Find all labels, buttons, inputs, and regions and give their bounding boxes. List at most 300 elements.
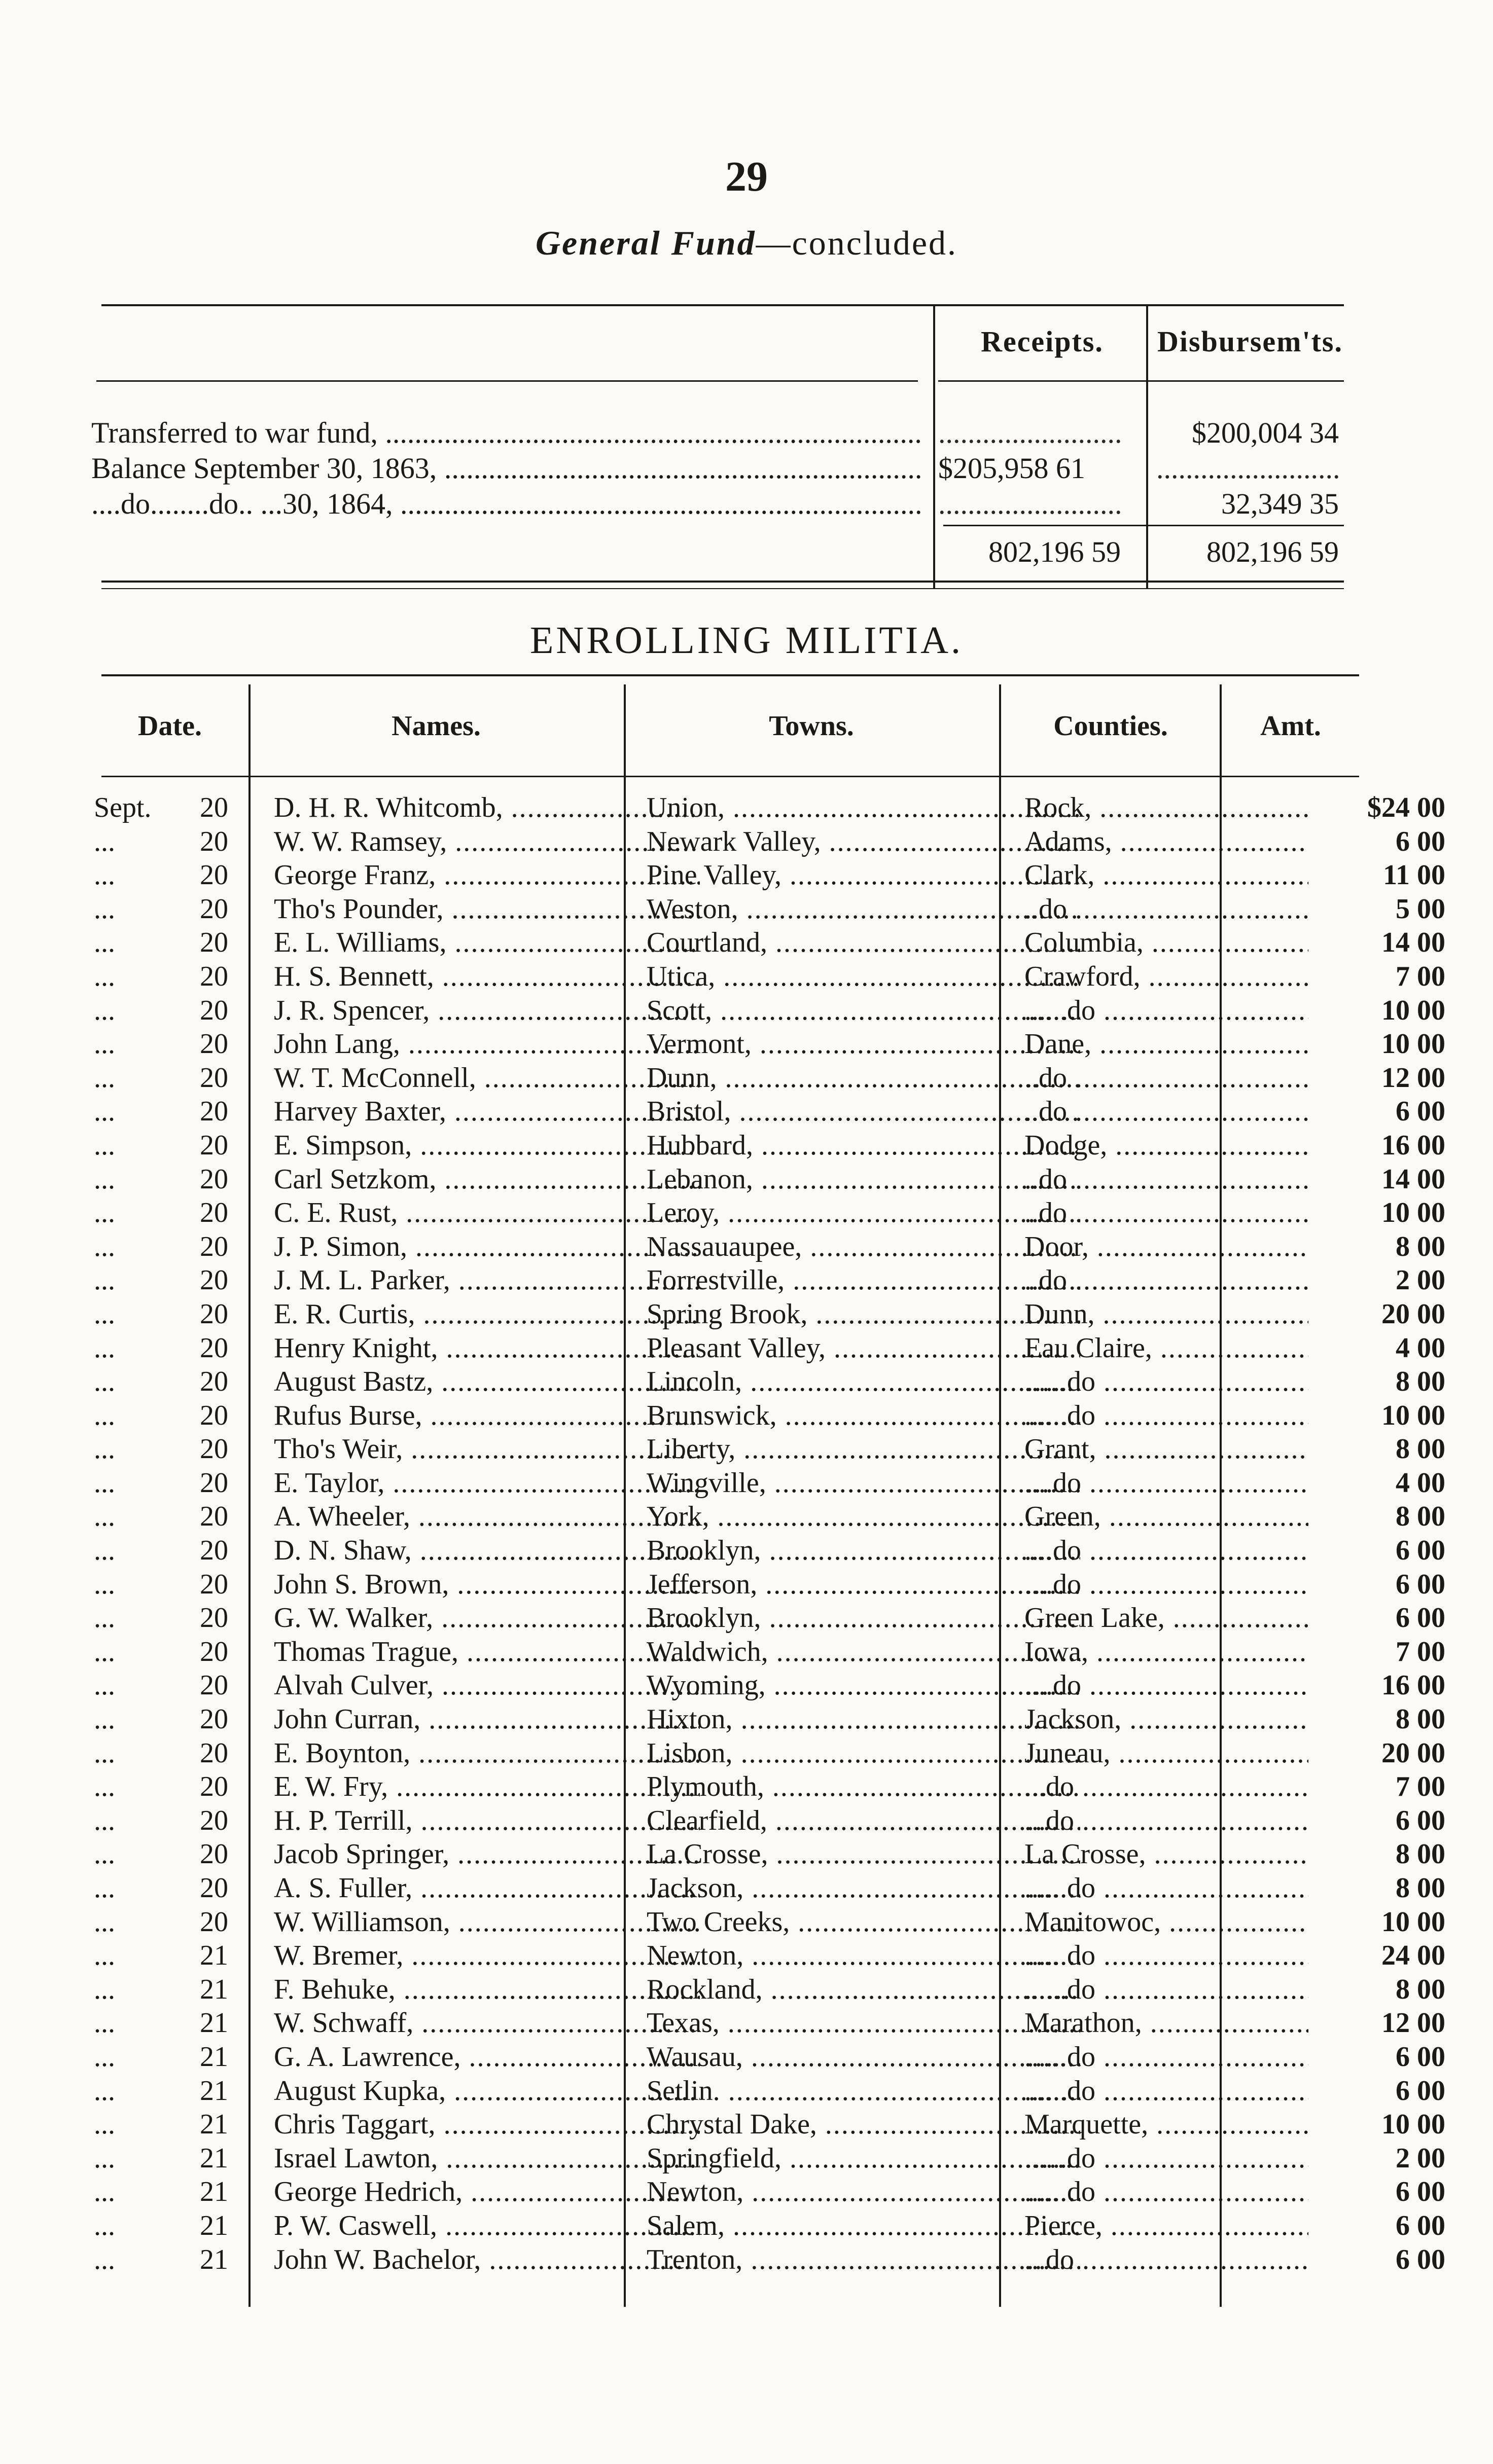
page-number: 29 (725, 153, 768, 200)
date-month: ... (94, 1298, 115, 1330)
county-cell: ...do ..... (1024, 1770, 1308, 1803)
county-cell: ....do ..... (1024, 1466, 1308, 1500)
amount-cell: 16 00 (1381, 1129, 1445, 1161)
date-day: 20 (200, 1501, 228, 1533)
county-cell: ......do ..... (1024, 1973, 1308, 2006)
date-day: 20 (200, 1264, 228, 1296)
town-cell: Scott, ..... (647, 994, 1080, 1027)
county-cell: Pierce, ..... (1024, 2209, 1308, 2242)
row-receipts (938, 487, 1121, 521)
town-cell: Union, ..... (647, 791, 1080, 824)
name-cell: August Kupka, ..... (274, 2074, 700, 2108)
date-day: 20 (200, 1230, 228, 1262)
header-rule (96, 380, 918, 382)
town-cell: Nassauaupee, ..... (647, 1230, 1080, 1263)
table-row (91, 1027, 1445, 1061)
name-cell: Alvah Culver, ..... (274, 1669, 700, 1702)
town-cell: Courtland, ..... (647, 926, 1080, 959)
table-row (91, 1804, 1445, 1838)
date-month: ... (94, 1838, 115, 1870)
name-cell: W. Williamson, ..... (274, 1905, 700, 1939)
table-row (91, 1230, 1445, 1264)
name-cell: Chris Taggart, ..... (274, 2108, 700, 2141)
county-cell: Jackson, ..... (1024, 1702, 1308, 1736)
date-month: ... (94, 2243, 115, 2275)
date-month: ... (94, 1771, 115, 1803)
amount-cell: 6 00 (1396, 1096, 1445, 1128)
table-row (91, 1061, 1445, 1095)
town-cell: Newton, ..... (647, 2175, 1080, 2208)
name-cell: Carl Setzkom, ..... (274, 1163, 700, 1196)
date-month: ... (94, 2176, 115, 2208)
date-day: 20 (200, 1737, 228, 1769)
date-day: 20 (200, 1096, 228, 1128)
town-cell: Hubbard, ..... (647, 1129, 1080, 1162)
name-cell: W. T. McConnell, ..... (274, 1061, 700, 1095)
name-cell: John Lang, ..... (274, 1027, 700, 1061)
table-row (91, 926, 1445, 960)
date-month: ... (94, 1467, 115, 1499)
county-cell: ......do ..... (1024, 994, 1308, 1027)
town-cell: Wingville, ..... (647, 1466, 1080, 1500)
row-description: Balance September 30, 1863, ..... (91, 451, 923, 485)
name-cell: W. W. Ramsey, ..... (274, 825, 700, 858)
amount-cell: 7 00 (1396, 1636, 1445, 1668)
name-cell: August Bastz, ..... (274, 1365, 700, 1398)
amount-cell: 6 00 (1396, 1804, 1445, 1836)
amount-cell: 6 00 (1396, 2176, 1445, 2208)
table-row (91, 960, 1445, 994)
town-cell: Waldwich, ..... (647, 1635, 1080, 1669)
table-row (91, 1196, 1445, 1230)
name-cell: Tho's Weir, ..... (274, 1432, 700, 1466)
date-day: 20 (200, 825, 228, 857)
table-row (91, 2108, 1445, 2142)
county-cell: Dunn, ..... (1024, 1297, 1308, 1331)
date-day: 20 (200, 1568, 228, 1600)
date-day: 20 (200, 792, 228, 823)
county-cell: Manitowoc, ..... (1024, 1905, 1308, 1939)
names-header: Names. (392, 710, 481, 742)
town-cell: Newton, ..... (647, 1939, 1080, 1972)
amount-cell: 6 00 (1396, 825, 1445, 857)
county-cell: Rock, ..... (1024, 791, 1308, 824)
date-month: ... (94, 1973, 115, 2005)
table-row (91, 1399, 1445, 1433)
date-month: ... (94, 2109, 115, 2141)
date-day: 20 (200, 1163, 228, 1195)
date-day: 21 (200, 2243, 228, 2275)
table-row (91, 1837, 1445, 1871)
amount-cell: 8 00 (1396, 1973, 1445, 2005)
date-month: ... (94, 893, 115, 925)
table-top-rule (101, 674, 1359, 676)
row-disbursements (1156, 451, 1339, 485)
table-row (91, 1568, 1445, 1602)
amount-cell: 10 00 (1381, 1906, 1445, 1938)
town-cell: Plymouth, ..... (647, 1770, 1080, 1803)
name-cell: John W. Bachelor, ..... (274, 2243, 700, 2276)
date-month: ... (94, 1906, 115, 1938)
county-cell: Green, ..... (1024, 1500, 1308, 1533)
date-day: 20 (200, 1433, 228, 1465)
date-month: ... (94, 1636, 115, 1668)
table-row (91, 1129, 1445, 1163)
table-row (91, 2175, 1445, 2209)
column-divider (1146, 304, 1148, 588)
name-cell: John S. Brown, ..... (274, 1568, 700, 1601)
town-cell: Clearfield, ..... (647, 1804, 1080, 1837)
county-cell: Juneau, ..... (1024, 1736, 1308, 1770)
county-cell: Adams, ..... (1024, 825, 1308, 858)
county-cell: ......do ..... (1024, 1365, 1308, 1398)
amount-cell: 4 00 (1396, 1467, 1445, 1499)
name-cell: Tho's Pounder, ..... (274, 892, 700, 926)
amount-cell: 6 00 (1396, 2209, 1445, 2241)
date-month: ... (94, 1366, 115, 1398)
table-row (91, 825, 1445, 859)
town-cell: Springfield, ..... (647, 2142, 1080, 2175)
town-cell: Pine Valley, ..... (647, 858, 1080, 892)
table-row (91, 2006, 1445, 2040)
table-row (91, 892, 1445, 926)
amount-cell: 8 00 (1396, 1366, 1445, 1398)
name-cell: D. N. Shaw, ..... (274, 1534, 700, 1567)
table-row (91, 1635, 1445, 1669)
receipts-header: Receipts. (981, 325, 1104, 358)
amount-cell: 10 00 (1381, 1399, 1445, 1431)
town-cell: Vermont, ..... (647, 1027, 1080, 1061)
county-cell: ......do ..... (1024, 1399, 1308, 1432)
name-cell: G. W. Walker, ..... (274, 1601, 700, 1635)
date-month: ... (94, 927, 115, 959)
county-cell: ..do ..... (1024, 1095, 1308, 1128)
town-cell: Lisbon, ..... (647, 1736, 1080, 1770)
town-cell: Spring Brook, ..... (647, 1297, 1080, 1331)
header-rule (101, 776, 1359, 777)
name-cell: Jacob Springer, ..... (274, 1837, 700, 1871)
date-day: 20 (200, 1535, 228, 1567)
table-top-rule (101, 304, 1344, 306)
totals-rule (943, 525, 1344, 526)
name-cell: E. Simpson, ..... (274, 1129, 700, 1162)
amount-cell: 14 00 (1381, 1163, 1445, 1195)
amount-cell: 4 00 (1396, 1332, 1445, 1364)
name-cell: J. P. Simon, ..... (274, 1230, 700, 1263)
row-disbursements: 32,349 35 (1221, 487, 1339, 520)
date-month: ... (94, 1535, 115, 1567)
county-cell: La Crosse, ..... (1024, 1837, 1308, 1871)
town-cell: Brooklyn, ..... (647, 1534, 1080, 1567)
amount-cell: 6 00 (1396, 2041, 1445, 2073)
name-cell: P. W. Caswell, ..... (274, 2209, 700, 2242)
town-cell: Rockland, ..... (647, 1973, 1080, 2006)
date-day: 21 (200, 1973, 228, 2005)
date-day: 20 (200, 1704, 228, 1735)
amount-cell: 8 00 (1396, 1433, 1445, 1465)
county-cell: Green Lake, ..... (1024, 1601, 1308, 1635)
date-header: Date. (138, 710, 202, 742)
date-month: ... (94, 2209, 115, 2241)
amount-cell: 7 00 (1396, 960, 1445, 992)
date-day: 20 (200, 1838, 228, 1870)
town-cell: Texas, ..... (647, 2006, 1080, 2040)
amount-cell: 7 00 (1396, 1771, 1445, 1803)
town-cell: Setlin. ..... (647, 2074, 1080, 2108)
date-day: 20 (200, 1062, 228, 1094)
date-month: ... (94, 825, 115, 857)
county-cell: Marquette, ..... (1024, 2108, 1308, 2141)
amount-cell: 10 00 (1381, 2109, 1445, 2141)
date-month: ... (94, 1737, 115, 1769)
town-cell: Weston, ..... (647, 892, 1080, 926)
amount-cell: 10 00 (1381, 1028, 1445, 1060)
date-month: ... (94, 2142, 115, 2174)
amount-cell: 10 00 (1381, 994, 1445, 1026)
county-cell: ......do ..... (1024, 2040, 1308, 2074)
town-cell: Jefferson, ..... (647, 1568, 1080, 1601)
town-cell: Pleasant Valley, ..... (647, 1331, 1080, 1365)
date-month: ... (94, 1940, 115, 1972)
table-row (91, 1736, 1445, 1770)
county-cell: Columbia, ..... (1024, 926, 1308, 959)
name-cell: W. Schwaff, ..... (274, 2006, 700, 2040)
county-cell: ..do ..... (1024, 1163, 1308, 1196)
date-month: ... (94, 1197, 115, 1229)
date-day: 21 (200, 2142, 228, 2174)
date-day: 21 (200, 2209, 228, 2241)
date-day: 21 (200, 2176, 228, 2208)
date-month: ... (94, 2007, 115, 2039)
table-row (91, 1770, 1445, 1804)
town-cell: Brunswick, ..... (647, 1399, 1080, 1432)
date-month: ... (94, 1602, 115, 1634)
name-cell: E. Boynton, ..... (274, 1736, 700, 1770)
name-cell: E. R. Curtis, ..... (274, 1297, 700, 1331)
town-cell: Dunn, ..... (647, 1061, 1080, 1095)
county-cell: Dane, ..... (1024, 1027, 1308, 1061)
table-row (91, 2040, 1445, 2074)
date-month: ... (94, 1332, 115, 1364)
date-month: ... (94, 960, 115, 992)
amount-cell: 6 00 (1396, 2075, 1445, 2107)
date-day: 21 (200, 2075, 228, 2107)
table-bottom-rule (101, 581, 1344, 583)
row-receipts: $205,958 61 (938, 452, 1085, 485)
name-cell: W. Bremer, ..... (274, 1939, 700, 1972)
date-day: 20 (200, 1602, 228, 1634)
table-row (91, 2243, 1445, 2277)
total-receipts: 802,196 59 (988, 535, 1121, 568)
section-title-rest: —concluded. (756, 224, 958, 262)
county-cell: ..do ..... (1024, 1196, 1308, 1229)
date-day: 20 (200, 1332, 228, 1364)
towns-header: Towns. (769, 710, 854, 742)
town-cell: Wyoming, ..... (647, 1669, 1080, 1702)
date-month: ... (94, 1163, 115, 1195)
table-row (91, 2074, 1445, 2108)
county-cell: Iowa, ..... (1024, 1635, 1308, 1669)
amount-cell: 6 00 (1396, 1535, 1445, 1567)
table-row (91, 1331, 1445, 1365)
town-cell: Forrestville, ..... (647, 1263, 1080, 1297)
section-title-italic: General Fund (535, 224, 756, 262)
county-cell: Dodge, ..... (1024, 1129, 1308, 1162)
date-month: ... (94, 1264, 115, 1296)
date-month: ... (94, 1568, 115, 1600)
town-cell: Salem, ..... (647, 2209, 1080, 2242)
date-month: ... (94, 2075, 115, 2107)
date-day: 20 (200, 994, 228, 1026)
town-cell: Liberty, ..... (647, 1432, 1080, 1466)
date-month: ... (94, 2041, 115, 2073)
date-month: ... (94, 994, 115, 1026)
county-cell: Crawford, ..... (1024, 960, 1308, 993)
date-month: ... (94, 1230, 115, 1262)
date-day: 20 (200, 1467, 228, 1499)
amount-cell: 20 00 (1381, 1298, 1445, 1330)
table-row (91, 1297, 1445, 1331)
amount-cell: 24 00 (1381, 1940, 1445, 1972)
date-day: 20 (200, 1804, 228, 1836)
disbursements-header: Disbursem'ts. (1157, 325, 1343, 358)
date-month: ... (94, 859, 115, 891)
town-cell: La Crosse, ..... (647, 1837, 1080, 1871)
amount-cell: 8 00 (1396, 1872, 1445, 1904)
county-cell: ......do ..... (1024, 2074, 1308, 2108)
county-cell: Door, ..... (1024, 1230, 1308, 1263)
town-cell: Two Creeks, ..... (647, 1905, 1080, 1939)
row-description: ....do........do.. ...30, 1864, ..... (91, 487, 923, 521)
name-cell: H. P. Terrill, ..... (274, 1804, 700, 1837)
county-cell: Eau Claire, ..... (1024, 1331, 1308, 1365)
amount-cell: 20 00 (1381, 1737, 1445, 1769)
general-fund-table (91, 304, 1349, 598)
name-cell: A. Wheeler, ..... (274, 1500, 700, 1533)
amount-cell: 2 00 (1396, 1264, 1445, 1296)
amount-cell: 5 00 (1396, 893, 1445, 925)
town-cell: Bristol, ..... (647, 1095, 1080, 1128)
counties-header: Counties. (1053, 710, 1168, 742)
date-month: ... (94, 1096, 115, 1128)
date-day: 20 (200, 1872, 228, 1904)
name-cell: A. S. Fuller, ..... (274, 1871, 700, 1905)
town-cell: York, ..... (647, 1500, 1080, 1533)
name-cell: G. A. Lawrence, ..... (274, 2040, 700, 2074)
table-row (91, 994, 1445, 1028)
row-description: Transferred to war fund, ..... (91, 416, 923, 450)
amount-cell: 16 00 (1381, 1670, 1445, 1701)
date-day: 21 (200, 2041, 228, 2073)
county-cell: ......do ..... (1024, 1871, 1308, 1905)
amount-cell: 8 00 (1396, 1838, 1445, 1870)
row-receipts (938, 416, 1121, 450)
date-month: ... (94, 1872, 115, 1904)
county-cell: ......do ..... (1024, 2142, 1308, 2175)
amount-cell: 6 00 (1396, 2243, 1445, 2275)
column-divider (933, 304, 935, 588)
county-cell: ...do ..... (1024, 1804, 1308, 1837)
amount-cell: $24 00 (1367, 792, 1445, 823)
county-cell: ..do ..... (1024, 1263, 1308, 1297)
row-disbursements: $200,004 34 (1192, 416, 1339, 449)
table-bottom-rule-thin (101, 588, 1344, 589)
amount-cell: 6 00 (1396, 1568, 1445, 1600)
name-cell: Harvey Baxter, ..... (274, 1095, 700, 1128)
name-cell: C. E. Rust, ..... (274, 1196, 700, 1229)
name-cell: Rufus Burse, ..... (274, 1399, 700, 1432)
date-month: ... (94, 1433, 115, 1465)
amount-cell: 8 00 (1396, 1501, 1445, 1533)
table-row (91, 1973, 1445, 2007)
county-cell: ...do ..... (1024, 2243, 1308, 2276)
table-row (91, 1095, 1445, 1129)
table-row (91, 1163, 1445, 1197)
name-cell: E. W. Fry, ..... (274, 1770, 700, 1803)
table-row (91, 1432, 1445, 1466)
date-day: 21 (200, 1940, 228, 1972)
town-cell: Jackson, ..... (647, 1871, 1080, 1905)
name-cell: Henry Knight, ..... (274, 1331, 700, 1365)
date-month: ... (94, 1804, 115, 1836)
name-cell: Israel Lawton, ..... (274, 2142, 700, 2175)
date-month: ... (94, 1062, 115, 1094)
table-row (91, 858, 1445, 892)
county-cell: Grant, ..... (1024, 1432, 1308, 1466)
date-day: 20 (200, 893, 228, 925)
amount-cell: 10 00 (1381, 1197, 1445, 1229)
table-row (91, 1905, 1445, 1939)
date-month: Sept. (94, 792, 152, 823)
table-row (91, 1939, 1445, 1973)
town-cell: Wausau, ..... (647, 2040, 1080, 2074)
amount-cell: 2 00 (1396, 2142, 1445, 2174)
amount-cell: 8 00 (1396, 1230, 1445, 1262)
name-cell: John Curran, ..... (274, 1702, 700, 1736)
amount-cell: 11 00 (1383, 859, 1445, 891)
town-cell: Brooklyn, ..... (647, 1601, 1080, 1635)
date-day: 20 (200, 1771, 228, 1803)
amount-header: Amt. (1260, 710, 1321, 742)
date-day: 20 (200, 1197, 228, 1229)
county-cell: ....do ..... (1024, 1534, 1308, 1567)
name-cell: J. M. L. Parker, ..... (274, 1263, 700, 1297)
table-row (91, 1466, 1445, 1500)
county-cell: Marathon, ..... (1024, 2006, 1308, 2040)
name-cell: Thomas Trague, ..... (274, 1635, 700, 1669)
town-cell: Lebanon, ..... (647, 1163, 1080, 1196)
county-cell: ......do ..... (1024, 2175, 1308, 2208)
name-cell: J. R. Spencer, ..... (274, 994, 700, 1027)
town-cell: Trenton, ..... (647, 2243, 1080, 2276)
date-day: 20 (200, 1399, 228, 1431)
county-cell: Clark, ..... (1024, 858, 1308, 892)
name-cell: E. L. Williams, ..... (274, 926, 700, 959)
town-cell: Newark Valley, ..... (647, 825, 1080, 858)
table-row (91, 791, 1445, 825)
name-cell: George Franz, ..... (274, 858, 700, 892)
date-day: 20 (200, 1670, 228, 1701)
town-cell: Lincoln, ..... (647, 1365, 1080, 1398)
town-cell: Hixton, ..... (647, 1702, 1080, 1736)
county-cell: ......do ..... (1024, 1939, 1308, 1972)
county-cell: ....do ..... (1024, 1568, 1308, 1601)
table-row (91, 1871, 1445, 1905)
county-cell: ..do ..... (1024, 892, 1308, 926)
militia-rows (91, 791, 1445, 2276)
table-row (91, 1365, 1445, 1399)
section-title (0, 223, 1493, 263)
